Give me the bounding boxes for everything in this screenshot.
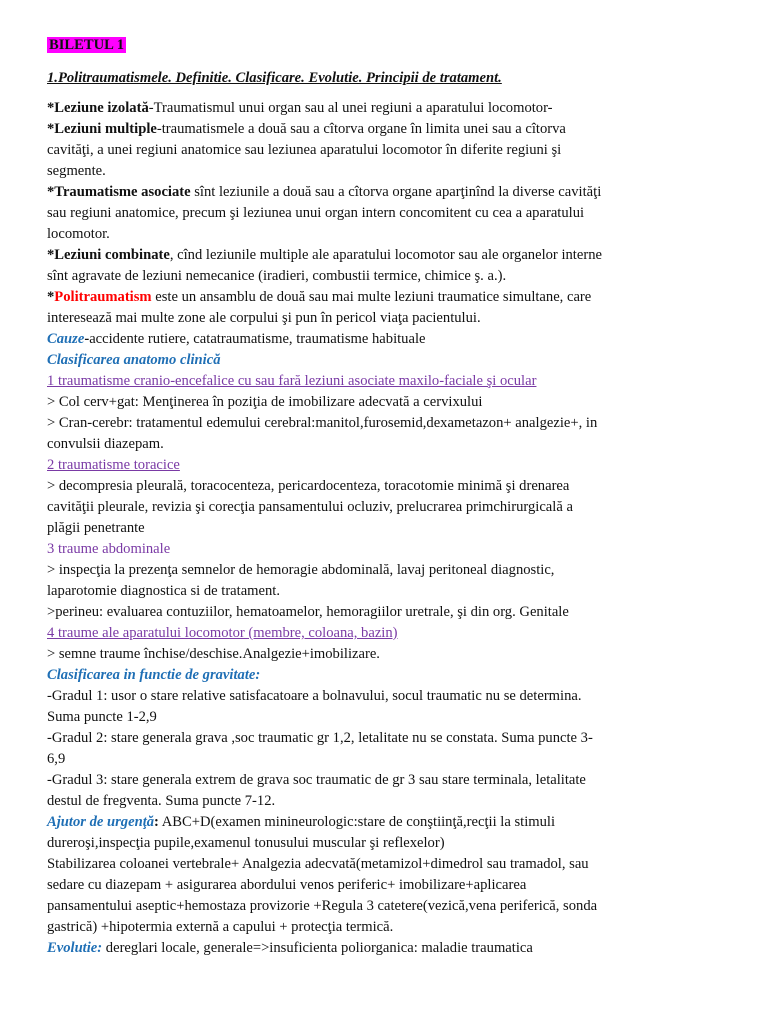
emergency-aid-colon: : bbox=[154, 814, 159, 830]
text-line: Suma puncte 1-2,9 bbox=[47, 709, 157, 725]
grade-2: -Gradul 2: stare generala grava ,soc traumatic gr 1,2, letalitate nu se constata. Suma puncte 3- bbox=[47, 730, 593, 746]
causes-line bbox=[47, 329, 426, 350]
category-3: 3 traume abdominale bbox=[47, 541, 171, 557]
text: -Traumatismul unui organ sau al unei regiuni a aparatului locomotor- bbox=[148, 100, 553, 116]
text-line: > Col cerv+gat: Menţinerea în poziţia de imobilizare adecvată a cervixului bbox=[47, 394, 483, 410]
term: *Traumatisme asociate bbox=[47, 184, 191, 200]
term: Politraumatism bbox=[54, 289, 152, 305]
ticket-line bbox=[47, 35, 126, 56]
text-line: interesează mai multe zone ale corpului şi pun în pericol viaţa pacientului. bbox=[47, 310, 481, 326]
category-4: 4 traume ale aparatului locomotor (membre, coloana, bazin) bbox=[47, 625, 398, 641]
causes-dash: - bbox=[84, 331, 90, 347]
definition-multiple bbox=[47, 119, 566, 140]
category-1: 1 traumatisme cranio-encefalice cu sau fară leziuni asociate maxilo-faciale şi ocular bbox=[47, 373, 537, 389]
text-line: cavităţii pleurale, revizia şi corecţia pansamentului ocluziv, prelucrarea primchirurgicală a bbox=[47, 499, 573, 515]
text-line: > decompresia pleurală, toracocenteza, pericardocenteza, toracotomie minimă şi drenarea bbox=[47, 478, 570, 494]
text: -traumatismele a două sau a cîtorva organe în limita unei sau a cîtorva bbox=[156, 121, 566, 137]
emergency-aid-line bbox=[47, 812, 555, 833]
text-line: destul de fregventa. Suma puncte 7-12. bbox=[47, 793, 276, 809]
text-line: gastrică) +hipotermia externă a capului + protecţia termică. bbox=[47, 919, 394, 935]
text-line: dureroşi,inspecţia pupile,examenul tonusului muscular şi reflexelor) bbox=[47, 835, 445, 851]
emergency-aid-text: ABC+D(examen minineurologic:stare de conştiinţă,recţii la stimuli bbox=[158, 814, 556, 830]
text-line: laparotomie diagnostica si de tratament. bbox=[47, 583, 281, 599]
text-line: segmente. bbox=[47, 163, 106, 179]
grade-3: -Gradul 3: stare generala extrem de grava soc traumatic de gr 3 sau stare terminala, letalitate bbox=[47, 772, 586, 788]
definition-associated bbox=[47, 182, 601, 203]
causes-text: accidente rutiere, catatraumatisme, traumatisme habituale bbox=[89, 331, 426, 347]
severity-heading: Clasificarea in functie de gravitate: bbox=[47, 667, 261, 683]
anatomo-clinical-heading: Clasificarea anatomo clinică bbox=[47, 352, 221, 368]
ticket-label: BILETUL 1 bbox=[49, 37, 125, 53]
definition-polytrauma bbox=[47, 287, 591, 308]
causes-label: Cauze bbox=[47, 331, 85, 347]
text-line: sedare cu diazepam + asigurarea abordului venos periferic+ imobilizare+aplicarea bbox=[47, 877, 527, 893]
term: *Leziuni multiple bbox=[47, 121, 157, 137]
text-line: 6,9 bbox=[47, 751, 66, 767]
text-line: > inspecţia la prezenţa semnelor de hemoragie abdominală, lavaj peritoneal diagnostic, bbox=[47, 562, 555, 578]
grade-1: -Gradul 1: usor o stare relative satisfacatoare a bolnavului, socul traumatic nu se determina. bbox=[47, 688, 582, 704]
star: * bbox=[47, 289, 55, 305]
text-line: Stabilizarea coloanei vertebrale+ Analgezia adecvată(metamizol+dimedrol sau tramadol, sau bbox=[47, 856, 589, 872]
text-line: > semne traume închise/deschise.Analgezie+imobilizare. bbox=[47, 646, 380, 662]
section-heading: 1.Politraumatismele. Definitie. Clasificare. Evolutie. Principii de tratament. bbox=[47, 70, 502, 86]
category-2: 2 traumatisme toracice bbox=[47, 457, 180, 473]
evolution-label: Evolutie: bbox=[47, 940, 103, 956]
text-line: locomotor. bbox=[47, 226, 110, 242]
term: *Leziuni combinate bbox=[47, 247, 170, 263]
text: este un ansamblu de două sau mai multe leziuni traumatice simultane, care bbox=[151, 289, 592, 305]
evolution-text: dereglari locale, generale=>insuficienta poliorganica: maladie traumatica bbox=[102, 940, 533, 956]
text: sînt leziunile a două sau a cîtorva organe aparţinînd la diverse cavităţi bbox=[190, 184, 602, 200]
text-line: pansamentului aseptic+hemostaza provizorie +Regula 3 catetere(vezică,vena periferică, sonda bbox=[47, 898, 598, 914]
text-line: cavităţi, a unei regiuni anatomice sau leziunea aparatului locomotor în diferite regiuni şi bbox=[47, 142, 562, 158]
text-line: plăgii penetrante bbox=[47, 520, 145, 536]
definition-isolated bbox=[47, 98, 553, 119]
text-line: > Cran-cerebr: tratamentul edemului cerebral:manitol,furosemid,dexametazon+ analgezie+, in bbox=[47, 415, 598, 431]
text-line: >perineu: evaluarea contuziilor, hematoamelor, hemoragiilor uretrale, şi din org. Genitale bbox=[47, 604, 569, 620]
definition-combined bbox=[47, 245, 602, 266]
text: , cînd leziunile multiple ale aparatului locomotor sau ale organelor interne bbox=[169, 247, 602, 263]
text-line: sînt agravate de leziuni nemecanice (iradieri, combustii termice, chimice ş. a.). bbox=[47, 268, 507, 284]
text-line: sau regiuni anatomice, precum şi leziunea unui organ intern concomitent cu cea a aparatului bbox=[47, 205, 585, 221]
term: *Leziune izolată bbox=[47, 100, 149, 116]
emergency-aid-label: Ajutor de urgenţă bbox=[47, 814, 155, 830]
evolution-line bbox=[47, 938, 533, 959]
text-line: convulsii diazepam. bbox=[47, 436, 164, 452]
